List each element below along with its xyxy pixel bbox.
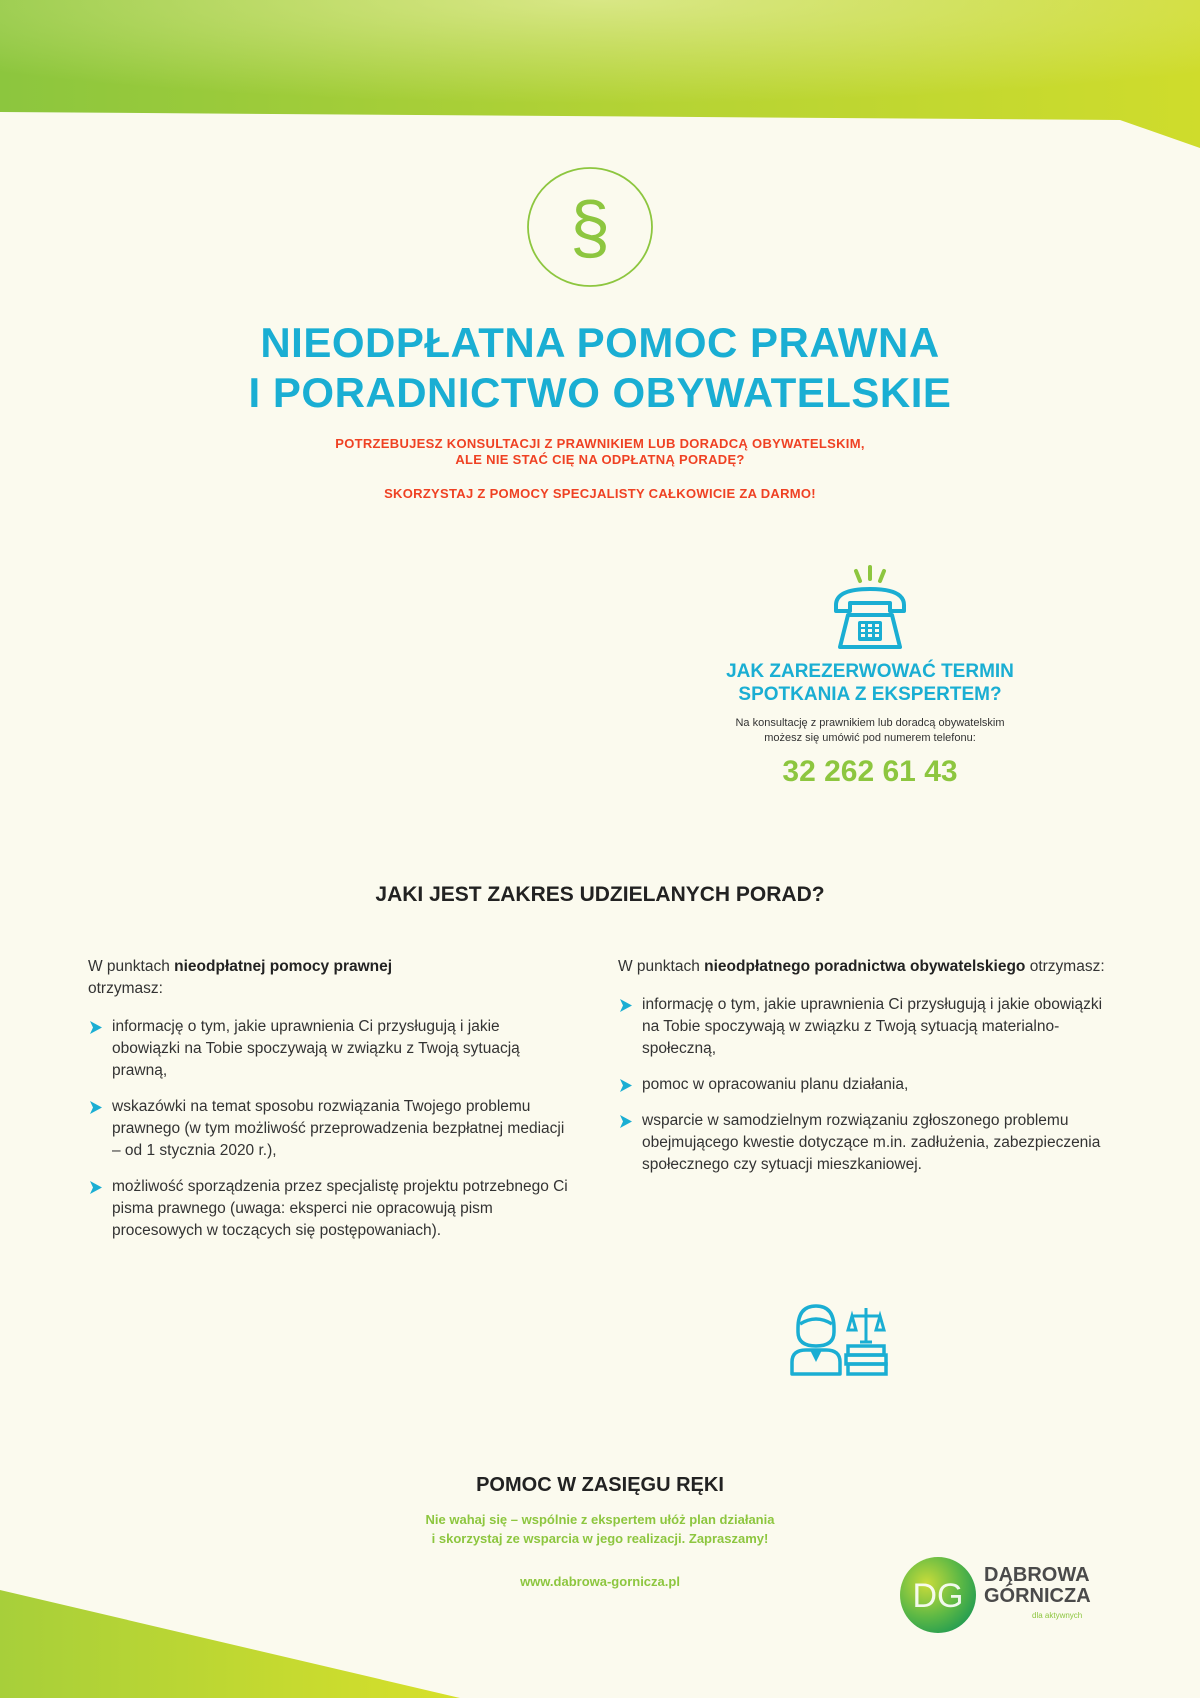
list-item: wsparcie w samodzielnym rozwiązaniu zgłoszonego problemu obejmującego kwestie dotyczące m.in. zadłużenia, zabezpieczenia społecznego czy sytuacji mieszkaniowej. — [618, 1110, 1118, 1176]
list-item: wskazówki na temat sposobu rozwiązania Twojego problemu prawnego (w tym możliwość przeprowadzenia bezpłatnej mediacji – od 1 stycznia 2020 r.), — [88, 1096, 568, 1162]
reservation-text: Na konsultację z prawnikiem lub doradcą obywatelskim możesz się umówić pod numerem telefonu: — [735, 717, 1005, 744]
lead-question — [0, 436, 1200, 468]
list-item: informację o tym, jakie uprawnienia Ci przysługują i jakie obowiązki na Tobie spoczywają w związku z Twoją sytuacją materialno-społeczną, — [618, 994, 1118, 1060]
civic-advice-intro: W punktach nieodpłatnego poradnictwa obywatelskiego otrzymasz: — [618, 958, 1105, 975]
website-link[interactable]: www.dabrowa-gornicza.pl — [520, 1574, 680, 1589]
legal-aid-column — [88, 956, 568, 1256]
list-item: pomoc w opracowaniu planu działania, — [618, 1074, 1118, 1096]
civic-advice-list — [618, 994, 1118, 1176]
lawyer-icon — [790, 1302, 890, 1376]
lead-line-1: POTRZEBUJESZ KONSULTACJI Z PRAWNIKIEM LUB DORADCĄ OBYWATELSKIM, — [335, 436, 865, 451]
page-title — [0, 318, 1200, 418]
scales-books-icon — [846, 1308, 886, 1374]
legal-aid-list — [88, 1016, 568, 1242]
section-sign-icon — [520, 160, 660, 290]
legal-aid-intro: W punktach nieodpłatnej pomocy prawnej otrzymasz: — [88, 958, 393, 997]
svg-text:DG: DG — [912, 1577, 964, 1615]
scope-heading: JAKI JEST ZAKRES UDZIELANYCH PORAD? — [375, 883, 825, 906]
phone-number[interactable]: 32 262 61 43 — [782, 755, 958, 788]
reservation-box — [680, 565, 1060, 790]
civic-advice-column — [618, 956, 1118, 1190]
telephone-icon — [830, 565, 910, 655]
city-logo — [898, 1555, 1128, 1635]
title-line-2: I PORADNICTWO OBYWATELSKIE — [248, 369, 952, 416]
chevron-right-icon — [88, 1100, 104, 1115]
chevron-right-icon — [618, 1114, 634, 1129]
logo-tagline: dla aktywnych — [1032, 1611, 1083, 1620]
chevron-right-icon — [618, 998, 634, 1013]
list-item: informację o tym, jakie uprawnienia Ci przysługują i jakie obowiązki na Tobie spoczywają w związku z Twoją sytuacją prawną, — [88, 1016, 568, 1082]
logo-emblem — [898, 1555, 978, 1635]
chevron-right-icon — [618, 1078, 634, 1093]
lead-call-to-action: SKORZYSTAJ Z POMOCY SPECJALISTY CAŁKOWICIE ZA DARMO! — [384, 486, 816, 501]
help-text: Nie wahaj się – wspólnie z ekspertem ułóż plan działania i skorzystaj ze wsparcia w jego realizacji. Zapraszamy! — [425, 1512, 775, 1546]
help-heading: POMOC W ZASIĘGU RĘKI — [476, 1474, 724, 1496]
chevron-right-icon — [88, 1020, 104, 1035]
chevron-right-icon — [88, 1180, 104, 1195]
list-item: możliwość sporządzenia przez specjalistę projektu potrzebnego Ci pisma prawnego (uwaga: eksperci nie opracowują pism procesowych w toczących się postępowaniach). — [88, 1176, 568, 1242]
logo-name: DĄBROWA GÓRNICZA — [984, 1564, 1091, 1607]
reservation-title: JAK ZAREZERWOWAĆ TERMIN SPOTKANIA Z EKSPERTEM? — [726, 661, 1014, 705]
svg-text:§: § — [569, 188, 611, 268]
lead-line-2: ALE NIE STAĆ CIĘ NA ODPŁATNĄ PORADĘ? — [455, 452, 745, 467]
title-line-1: NIEODPŁATNA POMOC PRAWNA — [260, 319, 940, 366]
